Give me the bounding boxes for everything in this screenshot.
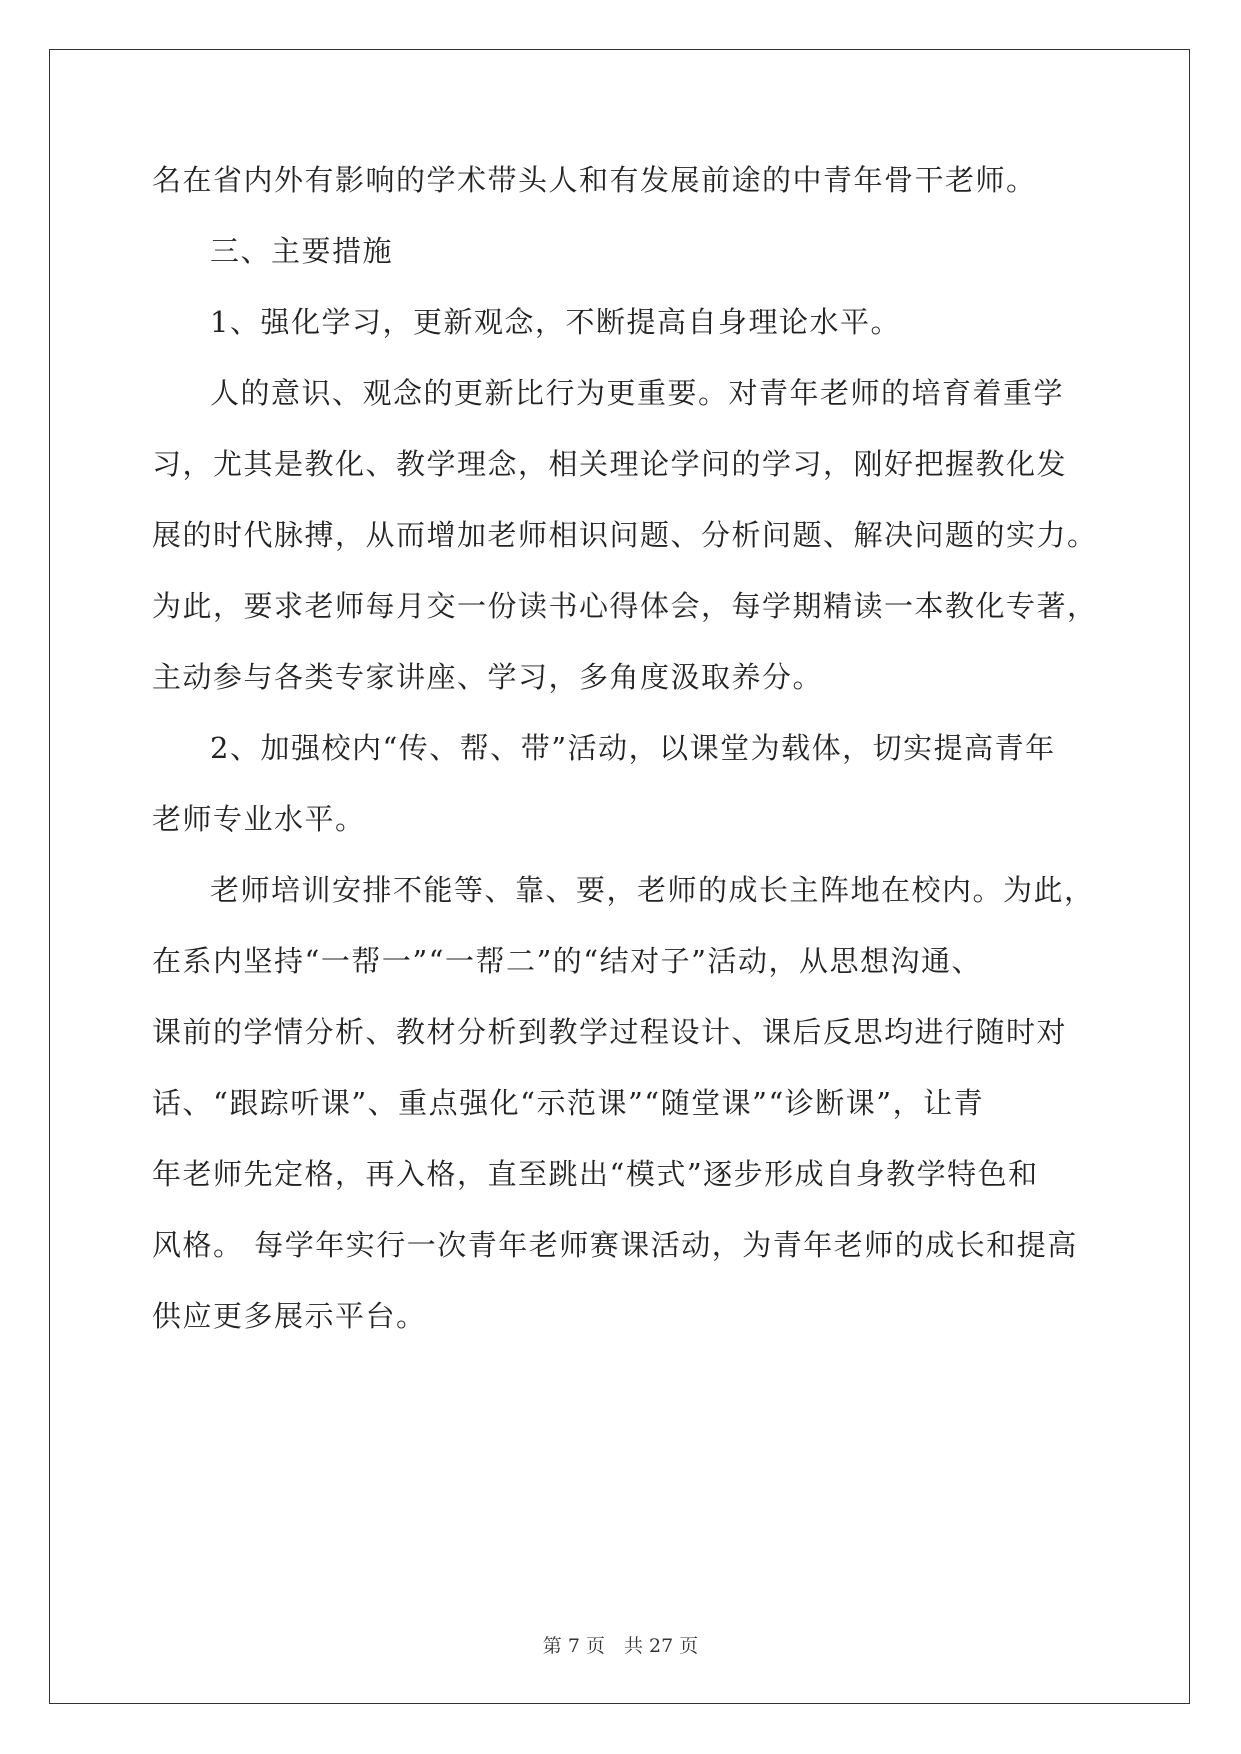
paragraph-line: 人的意识、观念的更新比行为更重要。对青年老师的培育着重学: [210, 376, 1065, 410]
paragraph-line: 风格。 每学年实行一次青年老师赛课活动，为青年老师的成长和提高: [152, 1228, 1078, 1262]
subheading: 老师专业水平。: [152, 802, 366, 836]
subheading: 1、强化学习，更新观念，不断提高自身理论水平。: [210, 305, 901, 339]
paragraph-line: 习，尤其是教化、教学理念，相关理论学问的学习，刚好把握教化发: [152, 447, 1068, 481]
paragraph-line: 年老师先定格，再入格，直至跳出“模式”逐步形成自身教学特色和: [152, 1157, 1039, 1191]
paragraph-line: 课前的学情分析、教材分析到教学过程设计、课后反思均进行随时对: [152, 1015, 1068, 1049]
paragraph-line: 话、“跟踪听课”、重点强化“示范课”“随堂课”“诊断课”，让青: [152, 1086, 985, 1120]
paragraph-line: 供应更多展示平台。: [152, 1299, 427, 1333]
section-heading: 三、主要措施: [210, 234, 394, 268]
paragraph-line: 为此，要求老师每月交一份读书心得体会，每学期精读一本教化专著，: [152, 589, 1098, 623]
text-line: 名在省内外有影响的学术带头人和有发展前途的中青年骨干老师。: [152, 163, 1037, 197]
paragraph-line: 展的时代脉搏，从而增加老师相识问题、分析问题、解决问题的实力。: [152, 518, 1098, 552]
page-number-footer: 第 7 页 共 27 页: [542, 1635, 699, 1657]
paragraph-line: 老师培训安排不能等、靠、要，老师的成长主阵地在校内。为此，: [210, 873, 1095, 907]
paragraph-line: 主动参与各类专家讲座、学习，多角度汲取养分。: [152, 660, 824, 694]
subheading: 2、加强校内“传、帮、带”活动，以课堂为载体，切实提高青年: [210, 731, 1056, 765]
paragraph-line: 在系内坚持“一帮一”“一帮二”的“结对子”活动，从思想沟通、: [152, 944, 982, 978]
